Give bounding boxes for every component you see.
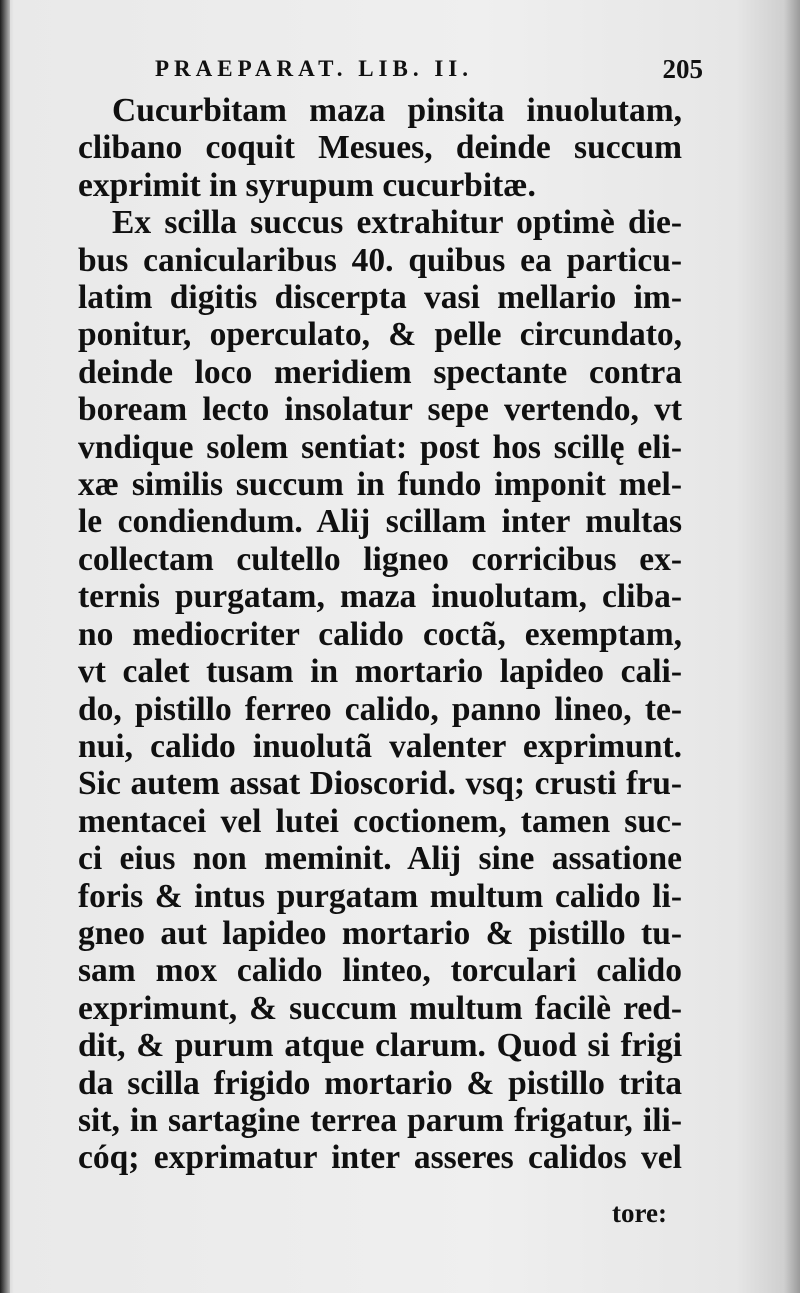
text-line: boream lecto insolatur sepe vertendo, vt: [78, 391, 682, 429]
body-text: [78, 92, 682, 1177]
text-line: foris & intus purgatam multum calido li-: [78, 877, 682, 915]
text-line: vt calet tusam in mortario lapideo cali-: [78, 653, 682, 691]
text-line: dit, & purum atque clarum. Quod si frigi: [78, 1027, 682, 1065]
text-line: Sic autem assat Dioscorid. vsq; crusti fru-: [78, 765, 682, 803]
text-line: sam mox calido linteo, torculari calido: [78, 952, 682, 990]
text-line: cóq; exprimatur inter asseres calidos vel: [78, 1139, 682, 1177]
text-line: mentacei vel lutei coctionem, tamen suc-: [78, 802, 682, 840]
text-line: deinde loco meridiem spectante contra: [78, 353, 682, 391]
text-line: ci eius non meminit. Alij sine assatione: [78, 840, 682, 878]
text-line: no mediocriter calido coctã, exemptam,: [78, 615, 682, 653]
text-line: nui, calido inuolutã valenter exprimunt.: [78, 727, 682, 765]
running-head: PRAEPARAT. LIB. II.: [155, 56, 473, 81]
catchword: tore:: [612, 1198, 667, 1228]
text-line: Ex scilla succus extrahitur optimè die-: [112, 204, 682, 242]
text-line: do, pistillo ferreo calido, panno lineo, te-: [78, 690, 682, 728]
page-header: [155, 54, 703, 88]
text-line: exprimit in syrupum cucurbitæ.: [78, 166, 536, 204]
text-line: bus canicularibus 40. quibus ea particu-: [78, 241, 682, 279]
text-line: vndique solem sentiat: post hos scillę eli-: [78, 428, 682, 466]
page-number: 205: [662, 54, 703, 84]
text-line: gneo aut lapideo mortario & pistillo tu-: [78, 914, 682, 952]
text-line: latim digitis discerpta vasi mellario im-: [78, 279, 682, 317]
text-line: clibano coquit Mesues, deinde succum: [78, 129, 682, 167]
text-line: le condiendum. Alij scillam inter multas: [78, 503, 682, 541]
text-line: sit, in sartagine terrea parum frigatur, ili-: [78, 1101, 682, 1139]
page-gutter-shadow: [0, 0, 10, 1293]
text-line: da scilla frigido mortario & pistillo trita: [78, 1064, 682, 1102]
text-line: ponitur, operculato, & pelle circundato,: [78, 316, 682, 354]
text-line: ternis purgatam, maza inuolutam, cliba-: [78, 578, 682, 616]
text-line: Cucurbitam maza pinsita inuolutam,: [112, 92, 682, 129]
text-line: exprimunt, & succum multum facilè red-: [78, 989, 682, 1027]
text-line: xæ similis succum in fundo imponit mel-: [78, 466, 682, 504]
text-line: collectam cultello ligneo corricibus ex-: [78, 540, 682, 578]
